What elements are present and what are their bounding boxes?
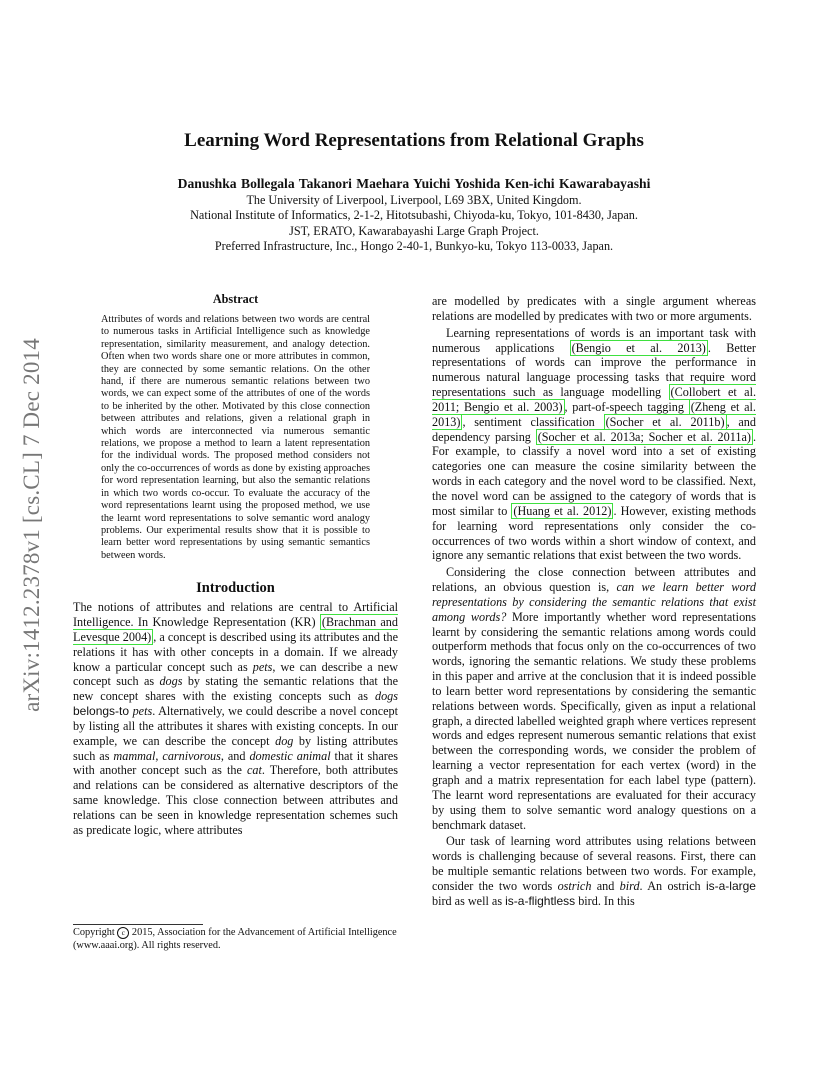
copyright-footnote: Copyright c 2015, Association for the Advancement of Artificial Intelligence (www.aaai.org). All rights reserved.: [73, 927, 397, 951]
author-list: Danushka Bollegala Takanori Maehara Yuichi Yoshida Ken-ichi Kawarabayashi: [177, 176, 651, 191]
abstract-heading: Abstract: [212, 292, 259, 306]
right-column: [432, 294, 756, 909]
citation-link[interactable]: (Bengio et al. 2013): [571, 340, 706, 355]
paragraph-continued: are modelled by predicates with a single argument whereas relations are modelled by predicates with two or more arguments.: [432, 294, 756, 323]
citation-link[interactable]: (Brachman and Levesque 2004): [73, 614, 398, 644]
intro-paragraph: The notions of attributes and relations are central to Artificial Intelligence. In Knowledge Representation (KR) (Brachman and Levesque 2004) , a concept is described using its attributes and the relations it has with other concepts in a domain. If we already know a particular concept such as pets, we can describe a new concept such as dogs by stating the semantic relations that the new concept shares with the existing concepts such as dogs belongs-to pets. Alternatively, we could describe a novel concept by listing all the attributes it shares with existing concepts. In our example, we can describe the concept dog by listing attributes such as mammal, carnivorous, and domestic animal that it shares with another concept such as the cat. Therefore, both attributes and relations can be considered as alternative descriptors of the same knowledge. This close connection between attributes and relations can be seen in knowledge representation schemes such as predicate logic, where attributes: [73, 600, 399, 837]
citation-link[interactable]: (Zheng et al. 2013): [432, 399, 756, 429]
arxiv-stamp: [10, 300, 54, 750]
paragraph-question: Considering the close connection between attributes and relations, an obvious question is, can we learn better word representations by considering the semantic relations that exist among words? More importantly whether word representations learnt by considering the semantic relations among words could outperform methods that focus only on the co-occurrences of two words, ignoring the semantic relations. We study these problems in this paper and arrive at the conclusion that it is indeed possible to learn better word representations by considering the semantic relations between words. Specifically, given as input a relational graph, a directed labelled weighted graph where vertices represent words and edges represent numerous semantic relations that exist between the corresponding words, we consider the problem of learning a vector representation for each vertex (word) in the graph and a matrix representation for each label type (pattern). The learnt word representations are evaluated for their accuracy by using them to solve semantic word analogy questions on a benchmark dataset.: [432, 565, 756, 832]
footnote-rule: [73, 924, 203, 925]
introduction-heading: Introduction: [196, 580, 275, 597]
copyright-symbol: c: [117, 927, 129, 939]
paragraph-challenge: Our task of learning word attributes using relations between words is challenging because of several reasons. First, there can be multiple semantic relations between two words. For example, consider the two words ostrich and bird. An ostrich is-a-large bird as well as is-a-flightless bird. In this: [432, 834, 756, 908]
paper-title: Learning Word Representations from Relational Graphs: [184, 130, 644, 151]
affiliation-line: JST, ERATO, Kawarabayashi Large Graph Project.: [289, 223, 539, 238]
citation-link[interactable]: (Socher et al. 2013a; Socher et al. 2011a): [537, 429, 751, 444]
citation-link[interactable]: (Huang et al. 2012): [513, 503, 612, 518]
paragraph-representations: Learning representations of words is an important task with numerous applications (Bengio et al. 2013) . Better representations of words can improve the performance in numerous natural language processing tasks that require word representations such as language modelling (Collobert et al. 2011; Bengio et al. 2003) , part-of-speech tagging (Zheng et al. 2013) , sentiment classification (Socher et al. 2011b) , and dependency parsing (Socher et al. 2013a; Socher et al. 2011a) . For example, to classify a novel word into a set of existing categories one can measure the cosine similarity between the words in each category and the novel word to be classified. Next, the novel word can be assigned to the category of words that is most similar to (Huang et al. 2012) . However, existing methods for learning word representations only consider the co-occurrences of two words within a short window of context, and ignore any semantic relations that exist between the two words.: [432, 325, 757, 563]
left-column: [73, 292, 398, 838]
affiliation-line: Preferred Infrastructure, Inc., Hongo 2-40-1, Bunkyo-ku, Tokyo 113-0033, Japan.: [214, 239, 614, 254]
relation-label: is-a-large: [705, 878, 756, 893]
citation-link[interactable]: (Socher et al. 2011b): [605, 414, 725, 429]
relation-label: belongs-to: [73, 704, 130, 719]
citation-link[interactable]: (Collobert et al. 2011; Bengio et al. 2003): [432, 385, 757, 414]
arxiv-stamp-text: arXiv:1412.2378v1 [cs.CL] 7 Dec 2014: [19, 338, 44, 712]
relation-label: is-a-flightless: [505, 893, 576, 908]
affiliations: [0, 193, 828, 255]
research-question: can we learn better word representations by considering the semantic relations that exist among words?: [432, 580, 756, 624]
affiliation-line: The University of Liverpool, Liverpool, L69 3BX, United Kingdom.: [246, 193, 582, 207]
affiliation-line: National Institute of Informatics, 2-1-2, Hitotsubashi, Chiyoda-ku, Tokyo, 101-8430, Japan.: [190, 208, 638, 223]
abstract-text: Attributes of words and relations between two words are central to numerous tasks in Artificial Intelligence such as knowledge representation, similarity measurement, and analogy detection. Often when two words share one or more attributes in common, they are connected by some semantic relations. On the other hand, if there are numerous semantic relations between two words, we can expect some of the attributes of one of the words to be inherited by the other. Motivated by this close connection between attributes and relations, given a relational graph in which words are interconnected via numerous semantic relations, we propose a method to learn a latent representation for the individual words. The proposed method considers not only the co-occurrences of words as done by existing approaches for word representation learning, but also the semantic relations in which two words co-occur. To evaluate the accuracy of the word representations learnt using the proposed method, we use the learnt word representations to solve semantic word analogy problems. Our experimental results show that it is possible to learn better word representations by using semantic semantics between words.: [101, 314, 370, 561]
